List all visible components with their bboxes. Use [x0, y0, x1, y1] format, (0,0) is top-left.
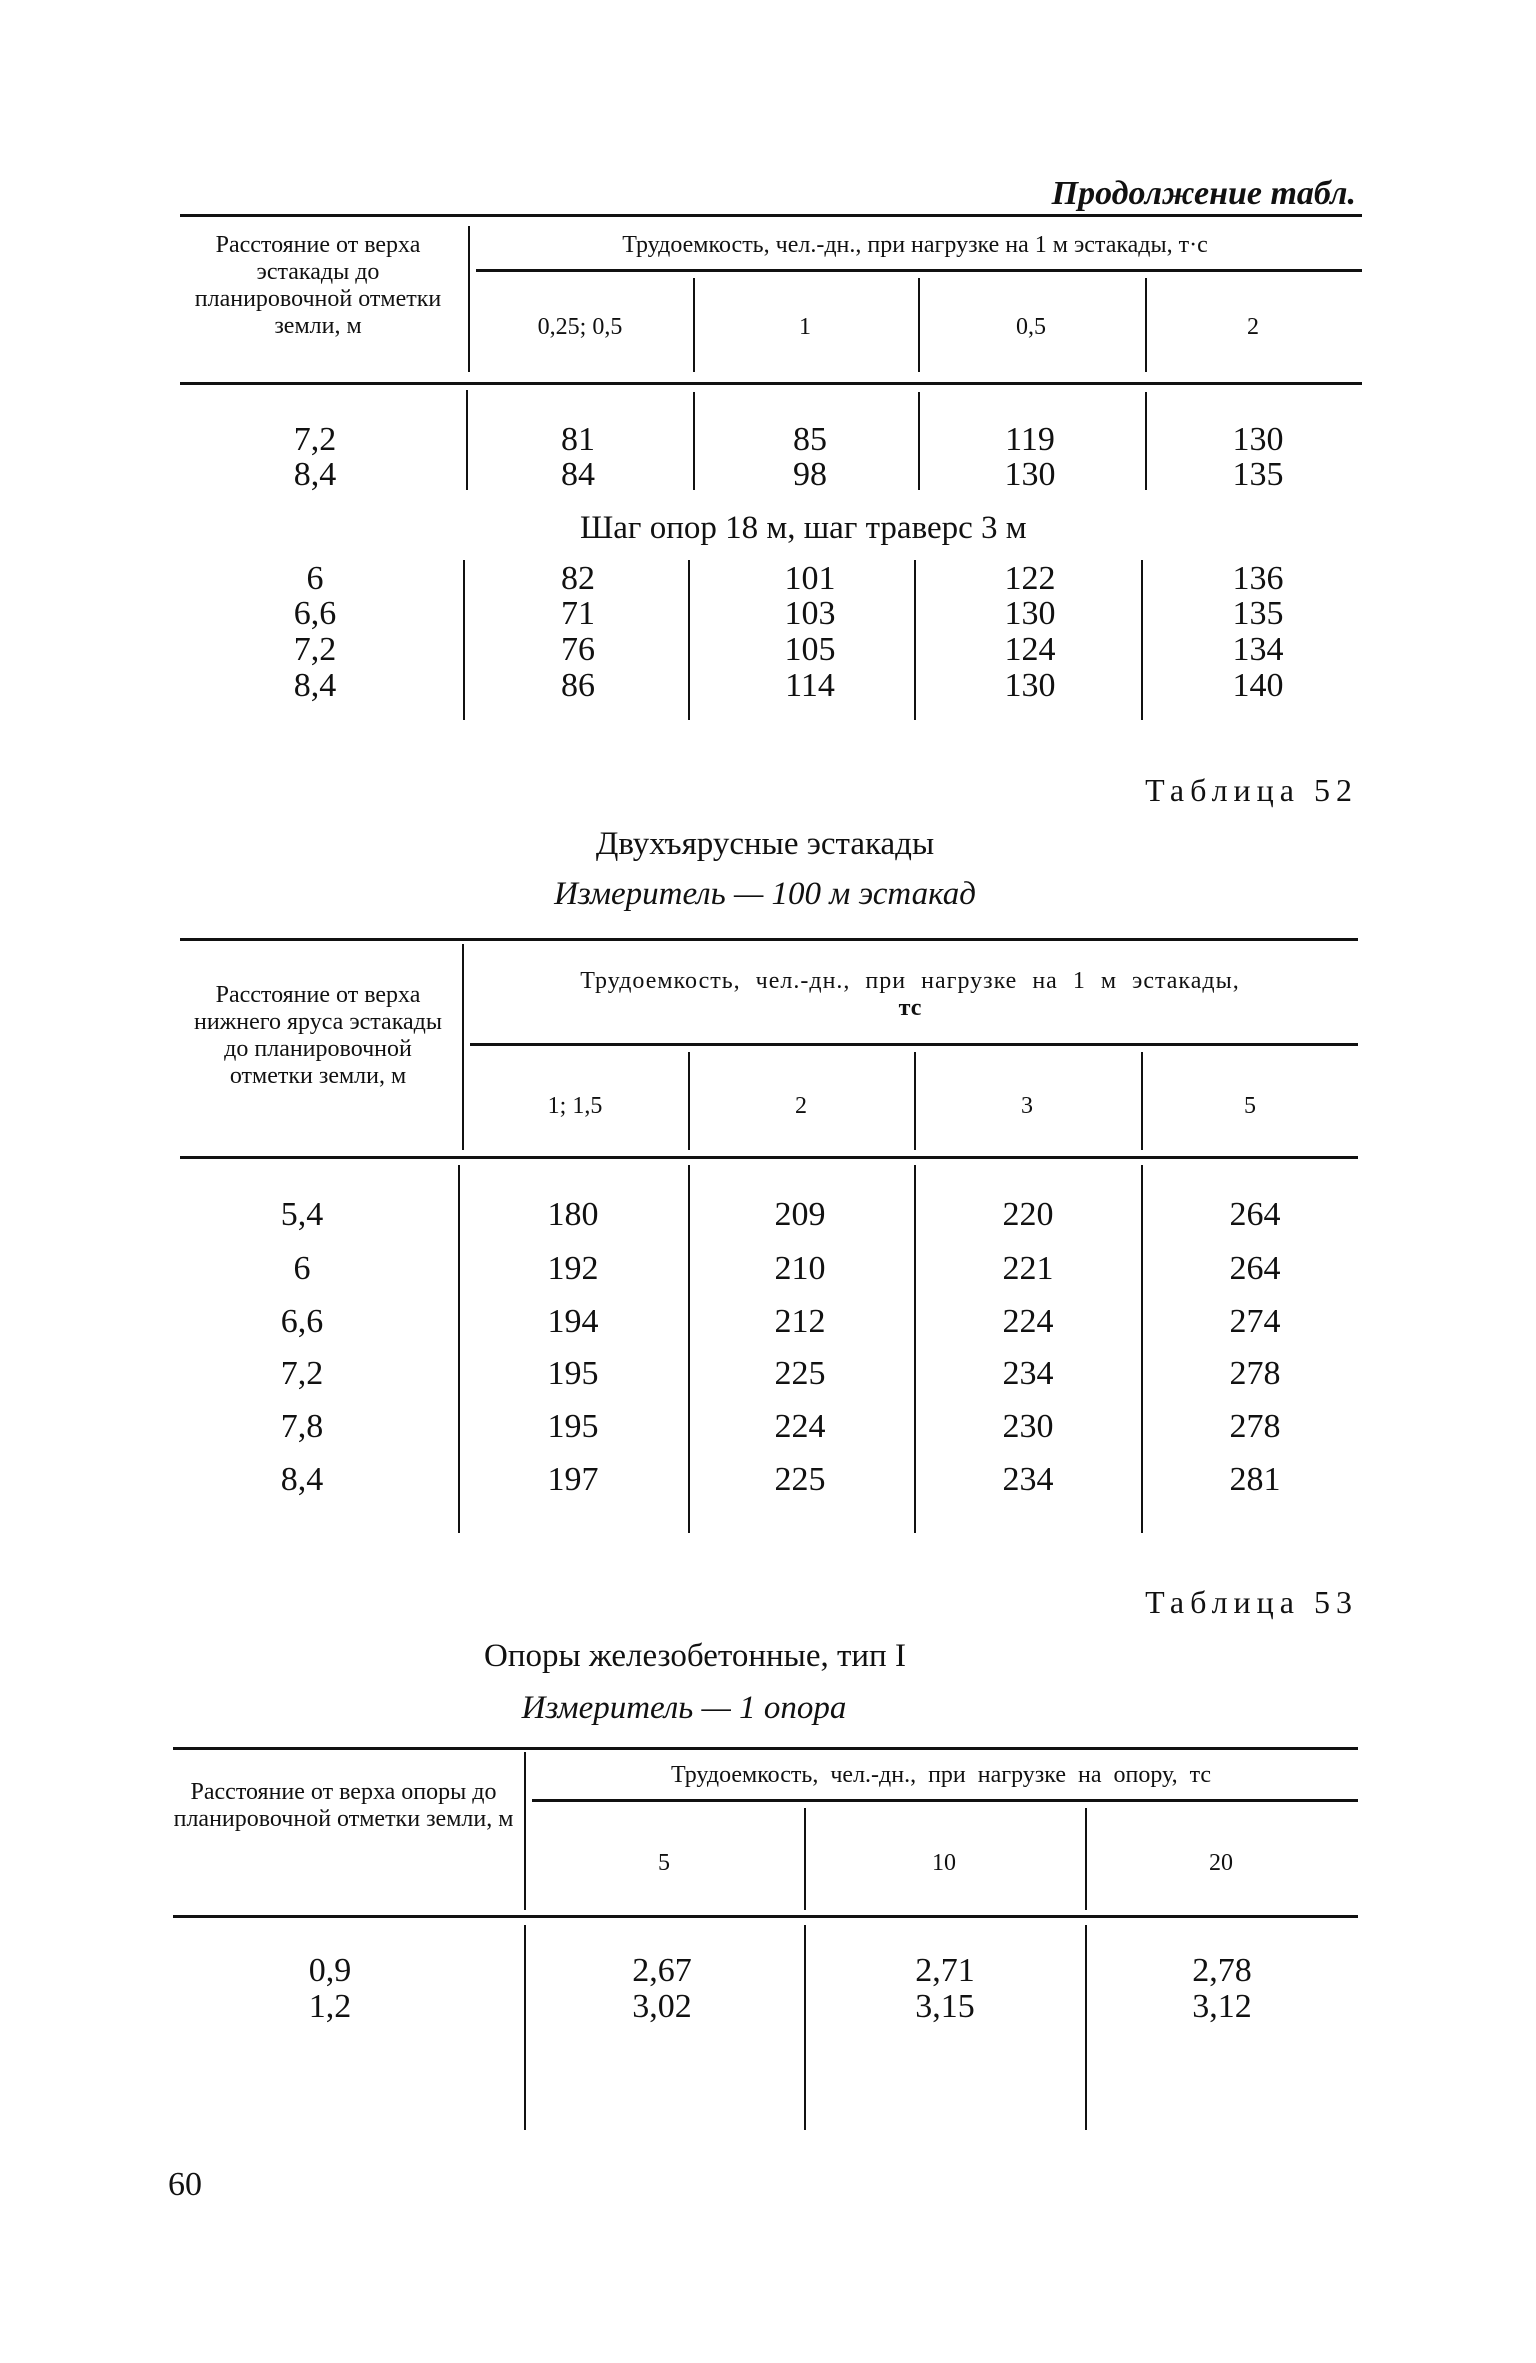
- cell-value: 76: [561, 631, 595, 668]
- cell-value: 278: [1229, 1355, 1281, 1392]
- column-header: 5: [1244, 1093, 1256, 1119]
- cell-value: 3,12: [1192, 1988, 1252, 2025]
- page-number: 60: [168, 2166, 202, 2203]
- column-header: 10: [932, 1850, 956, 1876]
- continuation-label: Продолжение табл.: [1051, 175, 1356, 212]
- cell-value: 130: [1232, 421, 1284, 458]
- column-header: 0,25; 0,5: [537, 314, 623, 340]
- header-bottom-rule: [173, 1915, 1358, 1918]
- row-label: 8,4: [293, 667, 337, 704]
- row-label: 6: [306, 560, 324, 597]
- group-header-line2: тс: [898, 995, 922, 1021]
- cell-value: 281: [1229, 1461, 1281, 1498]
- cell-value: 86: [561, 667, 595, 704]
- column-header: 0,5: [1016, 314, 1046, 340]
- column-header: 1: [799, 314, 811, 340]
- cell-value: 230: [1002, 1408, 1054, 1445]
- cell-value: 234: [1002, 1461, 1054, 1498]
- cell-value: 135: [1232, 595, 1284, 632]
- group-header-line1: Трудоемкость, чел.-дн., при нагрузке на 1 м эстакады,: [580, 968, 1240, 994]
- cell-value: 195: [547, 1355, 599, 1392]
- column-header: 2: [1247, 314, 1259, 340]
- cell-value: 264: [1229, 1196, 1281, 1233]
- row-label: 0,9: [308, 1952, 352, 1989]
- cell-value: 209: [774, 1196, 826, 1233]
- cell-value: 3,02: [632, 1988, 692, 2025]
- cell-value: 192: [547, 1250, 599, 1287]
- table52-label: Таблица 52: [1145, 772, 1358, 808]
- row-label: 7,2: [293, 421, 337, 458]
- cell-value: 119: [1005, 421, 1055, 458]
- row-label: 6: [293, 1250, 311, 1287]
- subheader-rule: [470, 1043, 1358, 1046]
- cell-value: 212: [774, 1303, 826, 1340]
- cell-value: 180: [547, 1196, 599, 1233]
- cell-value: 2,67: [632, 1952, 692, 1989]
- cell-value: 225: [774, 1461, 826, 1498]
- cell-value: 221: [1002, 1250, 1054, 1287]
- cell-value: 114: [785, 667, 835, 704]
- row-label: 1,2: [308, 1988, 352, 2025]
- row-header: Расстояние от верха эстакады до планировочной отметки земли, м: [194, 232, 442, 339]
- group-header: Трудоемкость, чел.-дн., при нагрузке на опору, тс: [670, 1762, 1212, 1788]
- table53-title: Опоры железобетонные, тип I: [484, 1638, 906, 1674]
- column-header: 1; 1,5: [547, 1093, 603, 1119]
- cell-value: 2,71: [915, 1952, 975, 1989]
- cell-value: 71: [561, 595, 595, 632]
- row-label: 7,2: [293, 631, 337, 668]
- cell-value: 224: [774, 1408, 826, 1445]
- cell-value: 122: [1004, 560, 1056, 597]
- cell-value: 274: [1229, 1303, 1281, 1340]
- cell-value: 130: [1004, 595, 1056, 632]
- table-top-rule: [180, 938, 1358, 941]
- cell-value: 195: [547, 1408, 599, 1445]
- row-label: 7,8: [280, 1408, 324, 1445]
- header-bottom-rule: [180, 1156, 1358, 1159]
- cell-value: 103: [784, 595, 836, 632]
- row-label: 6,6: [293, 595, 337, 632]
- row-label: 7,2: [280, 1355, 324, 1392]
- cell-value: 81: [561, 421, 595, 458]
- cell-value: 136: [1232, 560, 1284, 597]
- table-top-rule: [173, 1747, 1358, 1750]
- row-label: 8,4: [293, 456, 337, 493]
- cell-value: 130: [1004, 667, 1056, 704]
- section-heading: Шаг опор 18 м, шаг траверс 3 м: [580, 509, 1027, 546]
- cell-value: 264: [1229, 1250, 1281, 1287]
- cell-value: 140: [1232, 667, 1284, 704]
- cell-value: 210: [774, 1250, 826, 1287]
- row-header: Расстояние от верха нижнего яруса эстакады до планировочной отметки земли, м: [193, 982, 442, 1089]
- cell-value: 194: [547, 1303, 599, 1340]
- cell-value: 84: [561, 456, 595, 493]
- cell-value: 101: [784, 560, 836, 597]
- column-header: 3: [1021, 1093, 1033, 1119]
- table53-measure: Измеритель — 1 опора: [521, 1690, 847, 1726]
- cell-value: 105: [784, 631, 836, 668]
- cell-value: 224: [1002, 1303, 1054, 1340]
- group-header: Трудоемкость, чел.-дн., при нагрузке на 1 м эстакады, т·с: [622, 232, 1208, 258]
- cell-value: 134: [1232, 631, 1284, 668]
- cell-value: 130: [1004, 456, 1056, 493]
- cell-value: 3,15: [915, 1988, 975, 2025]
- cell-value: 135: [1232, 456, 1284, 493]
- cell-value: 82: [561, 560, 595, 597]
- table52-title: Двухъярусные эстакады: [595, 826, 935, 862]
- cell-value: 278: [1229, 1408, 1281, 1445]
- row-header: Расстояние от верха опоры до планировочной отметки земли, м: [173, 1779, 514, 1832]
- subheader-rule: [476, 269, 1362, 272]
- cell-value: 2,78: [1192, 1952, 1252, 1989]
- table53-label: Таблица 53: [1145, 1584, 1358, 1620]
- subheader-rule: [532, 1799, 1358, 1802]
- row-label: 5,4: [280, 1196, 324, 1233]
- column-header: 2: [795, 1093, 807, 1119]
- cell-value: 225: [774, 1355, 826, 1392]
- cell-value: 98: [793, 456, 827, 493]
- column-header: 5: [658, 1850, 670, 1876]
- cell-value: 124: [1004, 631, 1056, 668]
- cell-value: 234: [1002, 1355, 1054, 1392]
- cell-value: 220: [1002, 1196, 1054, 1233]
- row-label: 6,6: [280, 1303, 324, 1340]
- table-top-rule: [180, 214, 1362, 217]
- cell-value: 85: [793, 421, 827, 458]
- table52-measure: Измеритель — 100 м эстакад: [554, 876, 976, 912]
- cell-value: 197: [547, 1461, 599, 1498]
- column-header: 20: [1209, 1850, 1233, 1876]
- header-bottom-rule: [180, 382, 1362, 385]
- row-label: 8,4: [280, 1461, 324, 1498]
